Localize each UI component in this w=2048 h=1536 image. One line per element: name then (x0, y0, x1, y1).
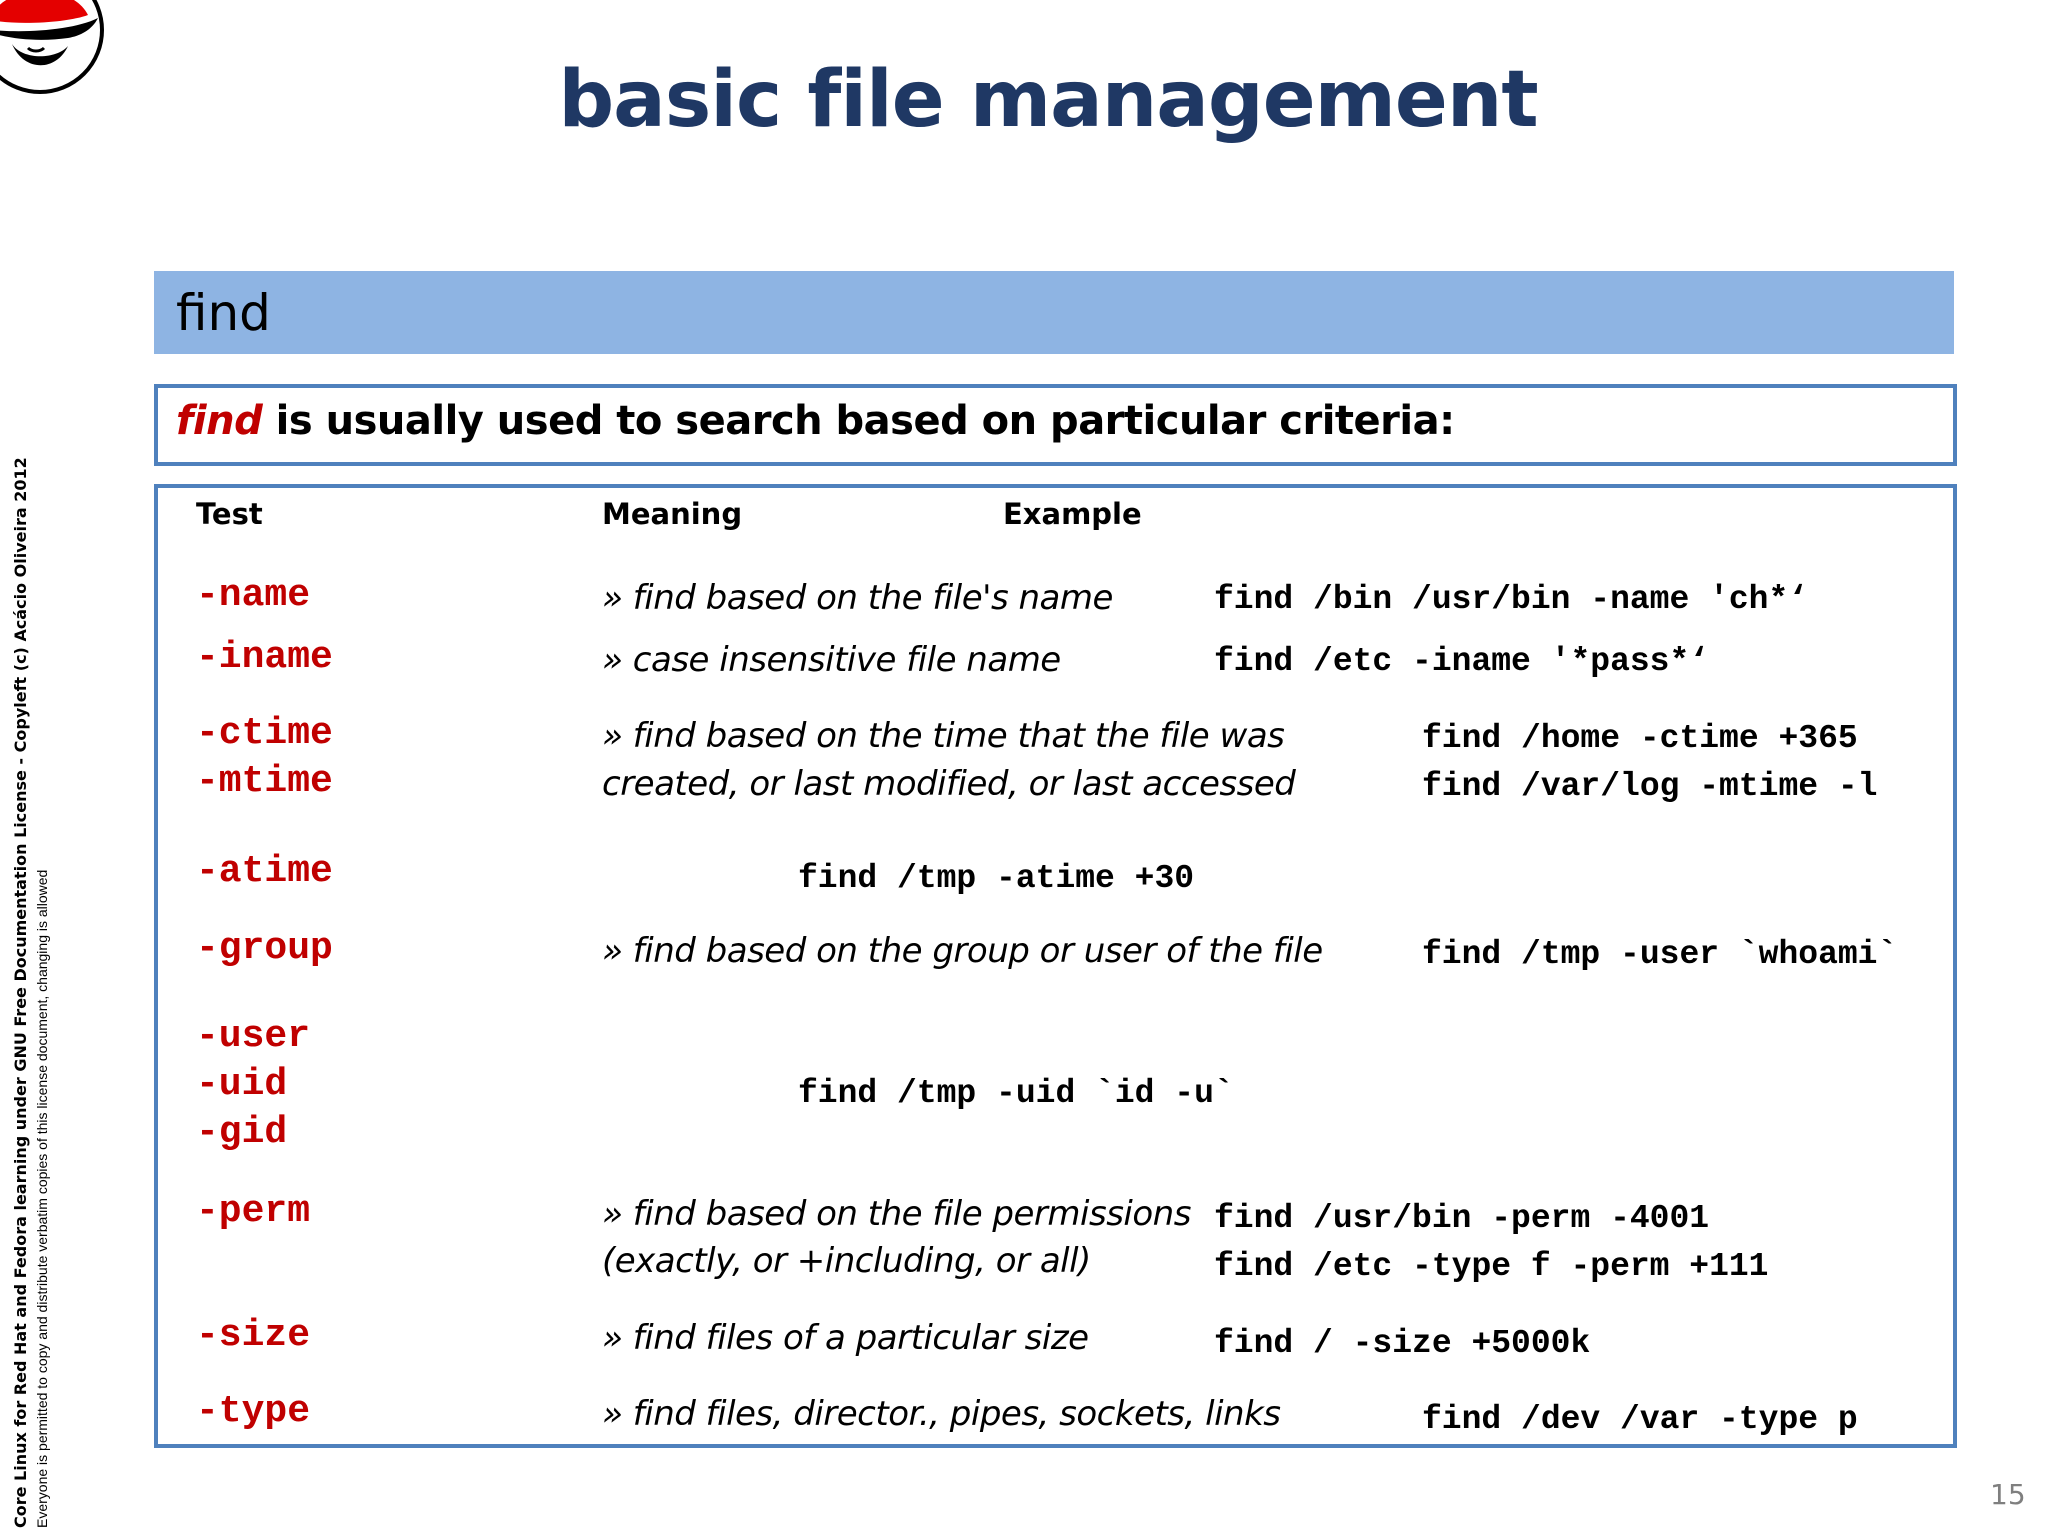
license-sidebar (10, 457, 70, 1528)
option-mtime: -mtime (196, 760, 333, 803)
example-atime: find /tmp -atime +30 (798, 860, 1195, 897)
license-line-1: Core Linux for Red Hat and Fedora learning under GNU Free Documentation License - Copyleft (c) Acácio Oliveira 2012 (11, 457, 30, 1528)
example-mtime: find /var/log -mtime -l (1422, 768, 1878, 805)
example-size: find / -size +5000k (1214, 1325, 1591, 1362)
header-test: Test (196, 497, 263, 531)
option-name: -name (196, 574, 311, 617)
example-uid: find /tmp -uid `id -u` (798, 1075, 1234, 1112)
meaning-name: » find based on the file's name (602, 578, 1113, 618)
meaning-perm-line1: » find based on the file permissions (602, 1194, 1191, 1234)
license-line-2: Everyone is permitted to copy and distribute verbatim copies of this license document, changing is allowed (34, 869, 50, 1528)
option-atime: -atime (196, 850, 333, 893)
option-ctime: -ctime (196, 712, 333, 755)
meaning-time-line2: created, or last modified, or last accessed (602, 764, 1296, 804)
example-perm-1: find /usr/bin -perm -4001 (1214, 1200, 1710, 1237)
section-title: find (176, 284, 271, 342)
page-number: 15 (1990, 1478, 2026, 1511)
example-perm-2: find /etc -type f -perm +111 (1214, 1248, 1769, 1285)
option-perm: -perm (196, 1190, 311, 1233)
intro-description: is usually used to search based on particular criteria: (262, 398, 1455, 444)
meaning-size: » find files of a particular size (602, 1318, 1089, 1358)
meaning-iname: » case insensitive file name (602, 640, 1061, 680)
intro-text (176, 398, 1455, 444)
option-size: -size (196, 1314, 311, 1357)
example-ctime: find /home -ctime +365 (1422, 720, 1858, 757)
meaning-perm-line2: (exactly, or +including, or all) (602, 1241, 1091, 1281)
example-name: find /bin /usr/bin -name 'ch*‘ (1214, 581, 1809, 618)
header-meaning: Meaning (602, 497, 743, 531)
example-user: find /tmp -user `whoami` (1422, 936, 1898, 973)
option-group: -group (196, 927, 333, 970)
example-iname: find /etc -iname '*pass*‘ (1214, 643, 1710, 680)
intro-keyword: find (176, 398, 263, 444)
example-type: find /dev /var -type p (1422, 1401, 1858, 1438)
option-uid: -uid (196, 1063, 288, 1106)
section-header-bar (154, 271, 1954, 354)
meaning-time-line1: » find based on the time that the file was (602, 716, 1285, 756)
option-iname: -iname (196, 636, 333, 679)
option-gid: -gid (196, 1111, 288, 1154)
header-example: Example (1003, 497, 1142, 531)
slide-title: basic file management (558, 55, 1538, 145)
meaning-type: » find files, director., pipes, sockets, links (602, 1394, 1281, 1434)
option-user: -user (196, 1015, 311, 1058)
meaning-group-user: » find based on the group or user of the file (602, 931, 1323, 971)
option-type: -type (196, 1390, 311, 1433)
intro-box (154, 384, 1957, 466)
